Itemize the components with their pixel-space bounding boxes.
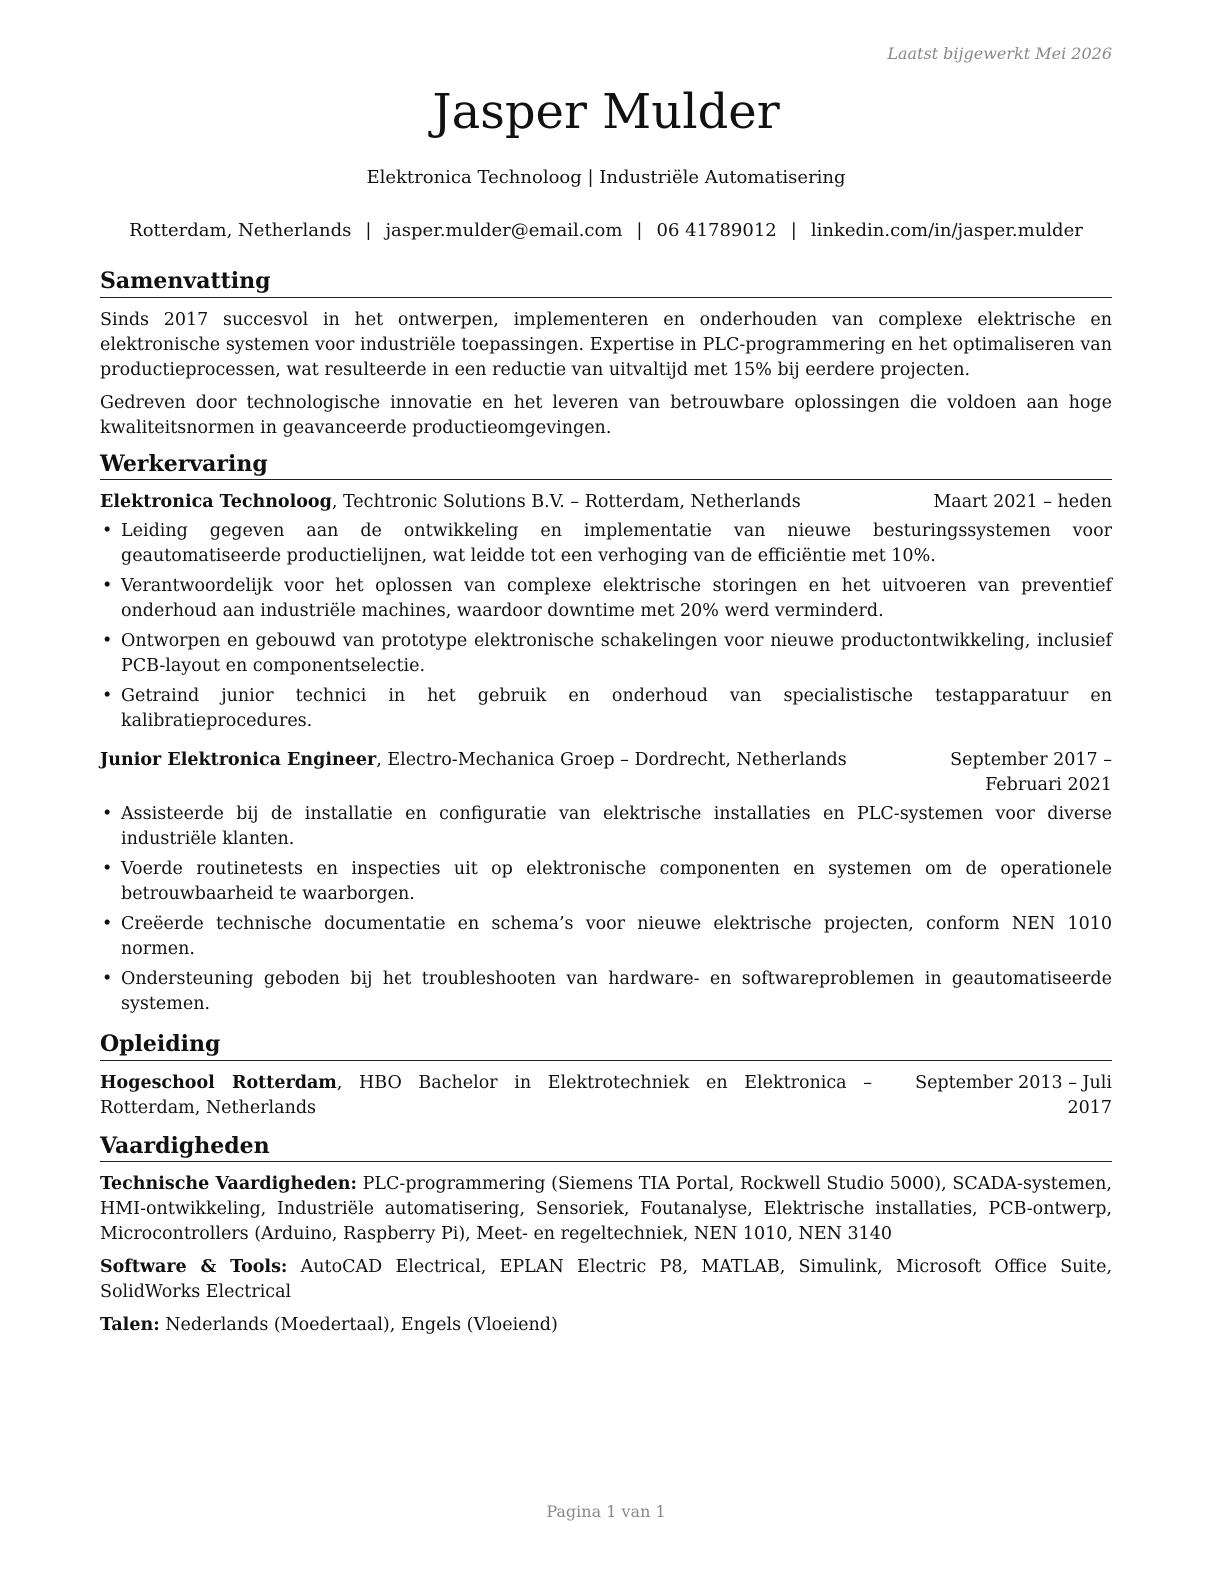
job-company: , Electro-Mechanica Groep – Dordrecht, Netherlands bbox=[376, 750, 847, 770]
summary-section bbox=[100, 268, 1112, 441]
section-title-summary: Samenvatting bbox=[100, 268, 1112, 298]
job-title-line bbox=[100, 748, 872, 773]
job-header bbox=[100, 748, 1112, 798]
education-degree: , HBO Bachelor in Elektrotechniek en Elektronica – Rotterdam, Netherlands bbox=[100, 1072, 872, 1118]
education-period: September 2013 – Juli 2017 bbox=[915, 1072, 1112, 1118]
section-title-experience: Werkervaring bbox=[100, 451, 1112, 481]
skill-value: AutoCAD Electrical, EPLAN Electric P8, MATLAB, Simulink, Microsoft Office Suite, SolidWorks Electrical bbox=[100, 1257, 1113, 1302]
contact-line bbox=[100, 220, 1112, 241]
page-number: Pagina 1 van 1 bbox=[546, 1502, 666, 1521]
contact-location: Rotterdam, Netherlands bbox=[129, 220, 352, 241]
job-period: Maart 2021 – heden bbox=[933, 492, 1112, 512]
skill-value: Nederlands (Moedertaal), Engels (Vloeiend) bbox=[159, 1315, 558, 1335]
last-updated: Laatst bijgewerkt Mei 2026 bbox=[887, 44, 1112, 63]
list-item: • Ontworpen en gebouwd van prototype elektronische schakelingen voor nieuwe productontwikkeling, inclusief PCB-layout en componentselectie. bbox=[100, 629, 1112, 679]
section-title-education: Opleiding bbox=[100, 1031, 1112, 1061]
list-item: • Voerde routinetests en inspecties uit op elektronische componenten en systemen om de operationele betrouwbaarheid te waarborgen. bbox=[100, 857, 1112, 907]
job-entry bbox=[100, 748, 1112, 1017]
list-item: • Assisteerde bij de installatie en configuratie van elektrische installaties en PLC-systemen voor diverse industriële klanten. bbox=[100, 802, 1112, 852]
list-item: • Ondersteuning geboden bij het troubleshooten van hardware- en softwareproblemen in geautomatiseerde systemen. bbox=[100, 967, 1112, 1017]
contact-separator: | bbox=[365, 220, 372, 241]
skill-group bbox=[100, 1313, 1112, 1338]
skill-group bbox=[100, 1255, 1112, 1305]
tagline: Elektronica Technoloog | Industriële Automatisering bbox=[366, 167, 846, 188]
resume-page bbox=[100, 0, 1112, 1584]
summary-paragraph: Sinds 2017 succesvol in het ontwerpen, implementeren en onderhouden van complexe elektrische en elektronische systemen voor industriële toepassingen. Expertise in PLC-programmering en het optimaliseren van productieprocessen, wat resulteerde in een reductie van uitvaltijd met 15% bij eerdere projecten. bbox=[100, 309, 1112, 380]
skill-group bbox=[100, 1172, 1112, 1247]
skill-label: Talen: bbox=[100, 1315, 160, 1335]
list-item: • Verantwoordelijk voor het oplossen van complexe elektrische storingen en het uitvoeren van preventief onderhoud aan industriële machines, waardoor downtime met 20% werd verminderd. bbox=[100, 574, 1112, 624]
contact-linkedin[interactable]: linkedin.com/in/jasper.mulder bbox=[810, 220, 1083, 241]
contact-separator: | bbox=[636, 220, 643, 241]
candidate-name: Jasper Mulder bbox=[432, 84, 780, 140]
experience-section bbox=[100, 451, 1112, 1018]
skills-section bbox=[100, 1133, 1112, 1339]
list-item: • Leiding gegeven aan de ontwikkeling en implementatie van nieuwe besturingssystemen voor geautomatiseerde productielijnen, wat leidde tot een verhoging van de efficiëntie met 10%. bbox=[100, 519, 1112, 569]
job-title-line bbox=[100, 490, 862, 515]
list-item: • Getraind junior technici in het gebruik en onderhoud van specialistische testapparatuur en kalibratieprocedures. bbox=[100, 684, 1112, 734]
skill-label: Technische Vaardigheden: bbox=[100, 1174, 357, 1194]
skill-value: PLC-programmering (Siemens TIA Portal, Rockwell Studio 5000), SCADA-systemen, HMI-ontwikkeling, Industriële automatisering, Sensoriek, Foutanalyse, Elektrische installaties, PCB-ontwerp, Microcontrollers (Arduino, Raspberry Pi), Meet- en regeltechniek, NEN 1010, NEN 3140 bbox=[100, 1174, 1112, 1244]
education-school-line bbox=[100, 1071, 872, 1121]
job-period: September 2017 – Februari 2021 bbox=[950, 750, 1112, 795]
summary-paragraph: Gedreven door technologische innovatie en het leveren van betrouwbare oplossingen die voldoen aan hoge kwaliteitsnormen in geavanceerde productieomgevingen. bbox=[100, 392, 1112, 438]
contact-email[interactable]: jasper.mulder@email.com bbox=[385, 220, 623, 241]
job-company: , Techtronic Solutions B.V. – Rotterdam, Netherlands bbox=[331, 492, 801, 512]
education-section bbox=[100, 1031, 1112, 1121]
skill-label: Software & Tools: bbox=[100, 1257, 288, 1277]
resume-content bbox=[100, 268, 1112, 1348]
job-bullets bbox=[100, 802, 1112, 1017]
section-title-skills: Vaardigheden bbox=[100, 1133, 1112, 1163]
job-entry bbox=[100, 490, 1112, 734]
education-school: Hogeschool Rotterdam bbox=[100, 1072, 337, 1093]
job-header bbox=[100, 490, 1112, 515]
education-entry bbox=[100, 1071, 1112, 1121]
job-role: Junior Elektronica Engineer bbox=[100, 750, 377, 770]
job-role: Elektronica Technoloog bbox=[100, 492, 332, 512]
contact-separator: | bbox=[790, 220, 797, 241]
list-item: • Creëerde technische documentatie en schema’s voor nieuwe elektrische projecten, conform NEN 1010 normen. bbox=[100, 912, 1112, 962]
contact-phone[interactable]: 06 41789012 bbox=[656, 220, 777, 241]
job-bullets bbox=[100, 519, 1112, 734]
